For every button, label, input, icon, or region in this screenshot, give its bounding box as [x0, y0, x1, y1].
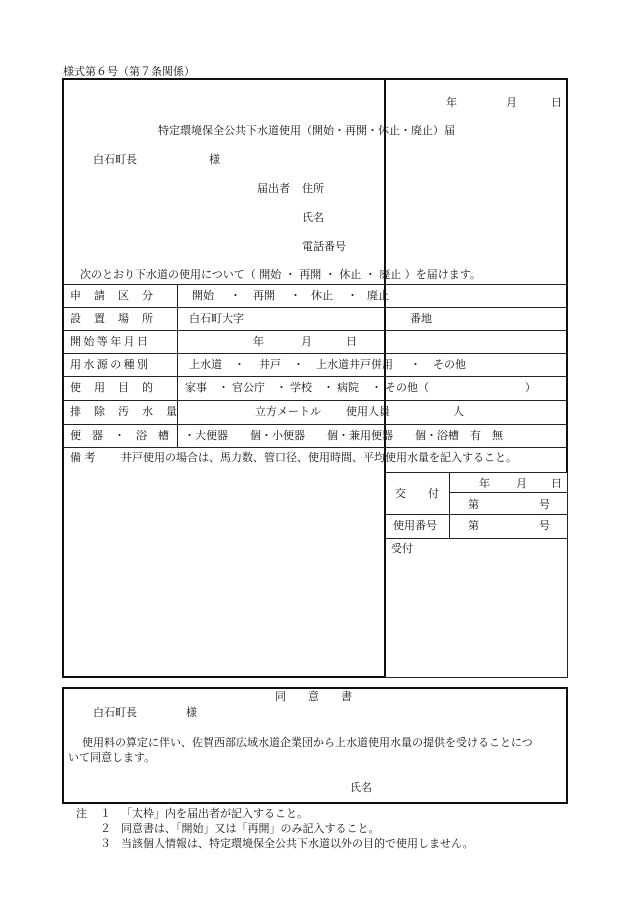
location-prefix: 白石町大字: [189, 312, 244, 325]
option-abolish[interactable]: 廃止: [367, 289, 389, 302]
option-other-purpose[interactable]: その他（: [385, 381, 429, 394]
row-label-location: 設 置 場 所: [70, 312, 154, 325]
addressee-honorific: 様: [209, 153, 220, 166]
start-date-day: 日: [346, 335, 357, 348]
option-well[interactable]: 井戸: [259, 358, 281, 371]
use-no-suffix: 号: [539, 519, 550, 532]
consent-honorific: 様: [186, 706, 197, 719]
issue-no-suffix: 号: [539, 498, 550, 511]
use-no-prefix: 第: [468, 519, 479, 532]
date-month: 月: [506, 96, 517, 109]
row-label-water-source: 用水源の種別: [70, 358, 151, 371]
form-number: 様式第６号（第７条関係）: [63, 65, 195, 78]
start-date-year: 年: [253, 335, 264, 348]
purpose-close-paren: ）: [525, 381, 536, 394]
consent-body-line2: いて同意します。: [68, 751, 156, 764]
option-school[interactable]: 学校: [290, 381, 312, 394]
note-3-text: 当該個人情報は、特定環境保全公共下水道以外の目的で使用しません。: [121, 837, 474, 850]
note-1-number: １: [100, 807, 111, 820]
remarks-text: 井戸使用の場合は、馬力数、管口径、使用時間、平均使用水量を記入すること。: [121, 451, 517, 464]
consent-town-head: 白石町長: [93, 706, 137, 719]
form-title: 特定環境保全公共下水道使用（開始・再開・休止・廃止）届: [158, 124, 455, 137]
drainage-users-label: 使用人員: [346, 405, 390, 418]
consent-title: 同 意 書: [275, 690, 352, 703]
drainage-users-unit: 人: [453, 405, 464, 418]
notes-label: 注: [76, 807, 87, 820]
option-suspend[interactable]: 休止: [311, 289, 333, 302]
remarks-label: 備 考: [70, 451, 96, 464]
addressee-town-head: 白石町長: [93, 153, 137, 166]
option-other-source[interactable]: その他: [433, 358, 466, 371]
option-city-water[interactable]: 上水道: [189, 358, 222, 371]
applicant-name-label: 氏名: [302, 211, 324, 224]
use-number-label: 使用番号: [393, 519, 437, 532]
received-label: 受付: [391, 542, 413, 555]
row-label-purpose: 使 用 目 的: [70, 381, 154, 394]
option-government[interactable]: 官公庁: [232, 381, 265, 394]
row-label-application-type: 申 請 区 分: [70, 289, 154, 302]
option-start[interactable]: 開始: [192, 289, 214, 302]
issue-date-day: 日: [551, 477, 562, 490]
issue-date-year: 年: [479, 477, 490, 490]
fixtures-text: ・大便器 個・小便器 個・兼用便器 個・浴槽 有 無: [184, 429, 503, 442]
location-suffix: 番地: [410, 312, 432, 325]
consent-name-label: 氏名: [350, 781, 372, 794]
date-year: 年: [446, 96, 457, 109]
drainage-unit: 立方メートル: [255, 405, 321, 418]
row-label-fixtures: 便 器 ・ 浴 槽: [70, 429, 169, 442]
option-household[interactable]: 家事: [185, 381, 207, 394]
row-label-start-date: 開始等年月日: [70, 335, 151, 348]
option-combined[interactable]: 上水道井戸併用: [316, 358, 393, 371]
note-1-text: 「太枠」内を届出者が記入すること。: [121, 807, 308, 820]
start-date-month: 月: [301, 335, 312, 348]
note-2-text: 同意書は、「開始」又は「再開」のみ記入すること。: [121, 822, 380, 835]
statement: 次のとおり下水道の使用について（ 開始 ・ 再開 ・ 休止 ・ 廃止 ）を届けます。: [80, 268, 481, 281]
option-hospital[interactable]: 病院: [337, 381, 359, 394]
issue-date-month: 月: [516, 477, 527, 490]
issue-no-prefix: 第: [468, 498, 479, 511]
applicant-address-label: 住所: [302, 182, 324, 195]
applicant-label: 届出者: [257, 182, 290, 195]
note-2-number: ２: [100, 822, 111, 835]
applicant-phone-label: 電話番号: [302, 240, 346, 253]
option-resume[interactable]: 再開: [253, 289, 275, 302]
note-3-number: ３: [100, 837, 111, 850]
consent-body-line1: 使用料の算定に伴い、佐賀西部広域水道企業団から上水道使用水量の提供を受けることにつ: [82, 736, 533, 749]
date-day: 日: [551, 96, 562, 109]
row-label-drainage: 排 除 汚 水 量: [70, 405, 178, 418]
issue-label: 交 付: [395, 487, 439, 500]
